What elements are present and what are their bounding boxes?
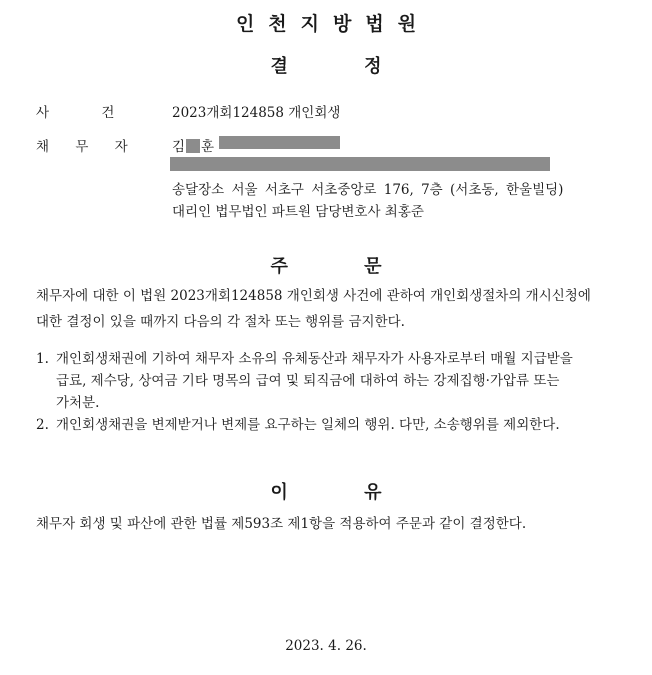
reason-text: 채무자 회생 및 파산에 관한 법률 제593조 제1항을 적용하여 주문과 같이 결정한다. xyxy=(36,516,527,532)
debtor-name-redaction xyxy=(186,139,200,153)
reason-heading: 이 유 xyxy=(270,482,382,503)
debtor-name-last: 훈 xyxy=(201,139,215,155)
item-text: 개인회생채권에 기하여 채무자 소유의 유체동산과 채무자가 사용자로부터 매월 지급받을 급료, 제수당, 상여금 기타 명목의 급여 및 퇴직금에 대하여 하는 강제집행·가압류 또는 가처분. xyxy=(56,351,573,411)
service-address: 송달장소 서울 서초구 서초중앙로 176, 7층 (서초동, 한울빌딩) xyxy=(172,182,564,198)
case-number: 2023개회124858 개인회생 xyxy=(172,105,341,121)
debtor-name-first: 김 xyxy=(172,139,186,155)
decision-title: 결 정 xyxy=(270,56,382,77)
item-text: 개인회생채권을 변제받거나 변제를 요구하는 일체의 행위. 다만, 소송행위를 제외한다. xyxy=(56,417,560,433)
order-heading: 주 문 xyxy=(270,256,382,277)
debtor-label: 채 무 자 xyxy=(36,139,128,155)
debtor-name xyxy=(172,135,214,155)
item-number: 1. xyxy=(36,351,49,367)
debtor-address-redaction xyxy=(170,157,550,171)
item-number: 2. xyxy=(36,417,49,433)
decision-date: 2023. 4. 26. xyxy=(285,638,367,654)
case-label: 사 건 xyxy=(36,105,115,121)
legal-agent: 대리인 법무법인 파트원 담당변호사 최홍준 xyxy=(172,204,424,220)
debtor-id-redaction xyxy=(219,136,340,149)
order-items xyxy=(36,348,596,436)
list-item xyxy=(36,348,596,414)
court-name: 인천지방법원 xyxy=(235,13,431,35)
order-intro: 채무자에 대한 이 법원 2023개회124858 개인회생 사건에 관하여 개인회생절차의 개시신청에 대한 결정이 있을 때까지 다음의 각 절차 또는 행위를 금지한다. xyxy=(36,288,591,330)
list-item xyxy=(36,414,596,436)
